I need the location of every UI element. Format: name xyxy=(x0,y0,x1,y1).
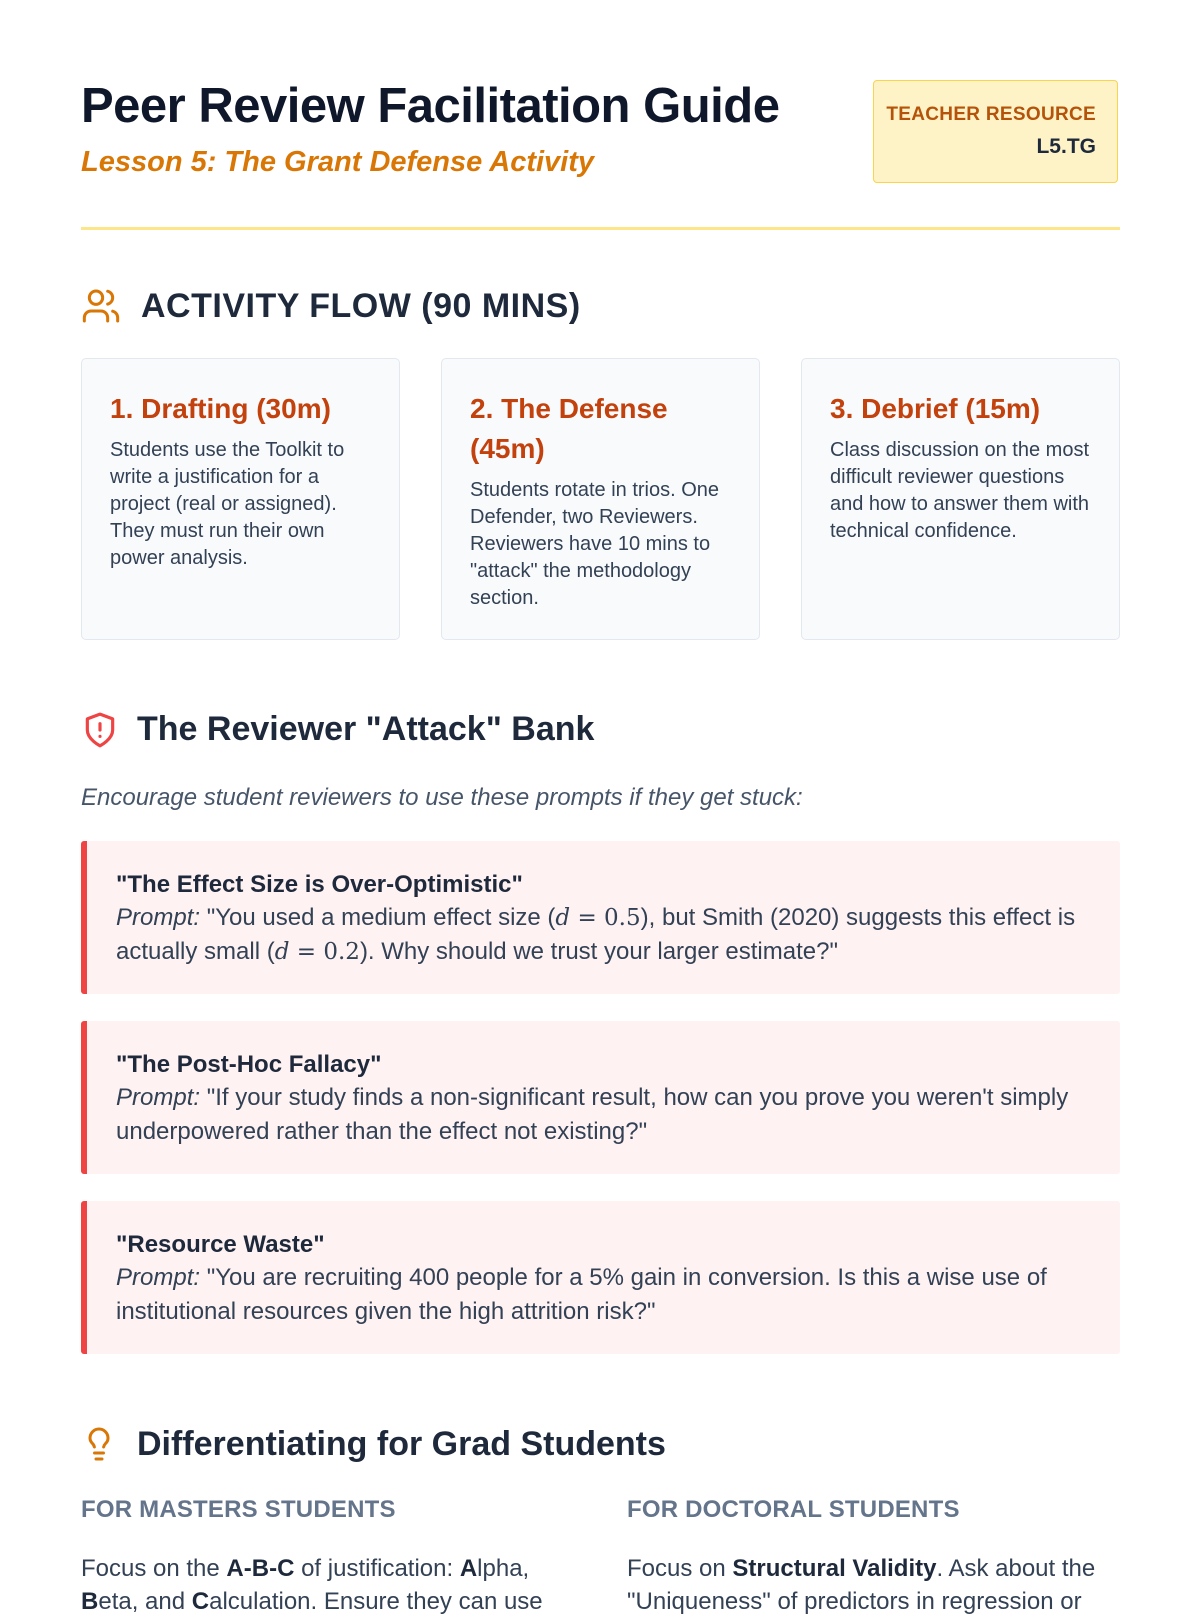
badge-label: TEACHER RESOURCE xyxy=(886,104,1096,125)
activity-card-text: Students use the Toolkit to write a justification for a project (real or assigned). They must run their own power analysis. xyxy=(110,439,345,569)
attack-prompt-text: Prompt: "You are recruiting 400 people for a 5% gain in conversion. Is this a wise use of institutional resources given the high attrition risk?" xyxy=(116,1264,1047,1325)
prompt-label: Prompt: xyxy=(116,904,201,931)
math-expression: d = 0.5 xyxy=(555,905,641,931)
attack-prompt-title: "The Post-Hoc Fallacy" xyxy=(116,1051,382,1078)
activity-card-title: 1. Drafting (30m) xyxy=(110,393,331,424)
column-heading: FOR DOCTORAL STUDENTS xyxy=(627,1496,960,1523)
section-title: The Reviewer "Attack" Bank xyxy=(137,710,595,748)
shield-alert-icon xyxy=(81,711,119,749)
column-text: Focus on Structural Validity. Ask about the "Uniqueness" of predictors in regression or xyxy=(627,1555,1096,1615)
page-subtitle: Lesson 5: The Grant Defense Activity xyxy=(81,146,595,178)
attack-bank-intro: Encourage student reviewers to use these prompts if they get stuck: xyxy=(81,784,803,811)
attack-prompt-text: Prompt: "You used a medium effect size (d = 0.5), but Smith (2020) suggests this effect is actually small (d = 0.2). Why should we trust your larger estimate?" xyxy=(116,904,1076,965)
column-heading: FOR MASTERS STUDENTS xyxy=(81,1496,396,1523)
attack-prompt-text: Prompt: "If your study finds a non-significant result, how can you prove you weren't simply underpowered rather than the effect not existing?" xyxy=(116,1084,1069,1145)
math-expression: d = 0.2 xyxy=(274,939,360,965)
header-divider xyxy=(81,227,1120,230)
activity-card xyxy=(81,358,400,640)
activity-flow-heading xyxy=(81,286,581,326)
attack-prompt-title: "The Effect Size is Over-Optimistic" xyxy=(116,871,523,898)
attack-prompt-card xyxy=(81,1021,1120,1174)
attack-prompt-card xyxy=(81,841,1120,994)
prompt-label: Prompt: xyxy=(116,1084,201,1111)
badge-code: L5.TG xyxy=(1036,135,1096,158)
attack-prompt-card xyxy=(81,1201,1120,1354)
users-icon xyxy=(81,286,121,326)
activity-card-text: Students rotate in trios. One Defender, two Reviewers. Reviewers have 10 mins to "attack" the methodology section. xyxy=(470,479,720,609)
column-text: Focus on the A-B-C of justification: Alpha, Beta, and Calculation. Ensure they can use xyxy=(81,1555,543,1615)
activity-card-title: 2. The Defense (45m) xyxy=(470,393,668,464)
section-title: ACTIVITY FLOW (90 MINS) xyxy=(141,286,581,325)
activity-card xyxy=(801,358,1120,640)
section-title: Differentiating for Grad Students xyxy=(137,1424,666,1463)
differentiating-heading xyxy=(81,1424,666,1464)
lightbulb-icon xyxy=(81,1424,117,1464)
prompt-label: Prompt: xyxy=(116,1264,201,1291)
attack-prompt-title: "Resource Waste" xyxy=(116,1231,325,1258)
resource-badge xyxy=(873,80,1118,183)
activity-card xyxy=(441,358,760,640)
activity-card-title: 3. Debrief (15m) xyxy=(830,393,1041,424)
activity-card-text: Class discussion on the most difficult reviewer questions and how to answer them with technical confidence. xyxy=(830,439,1090,542)
attack-bank-heading xyxy=(81,710,594,749)
page-title: Peer Review Facilitation Guide xyxy=(81,79,780,133)
